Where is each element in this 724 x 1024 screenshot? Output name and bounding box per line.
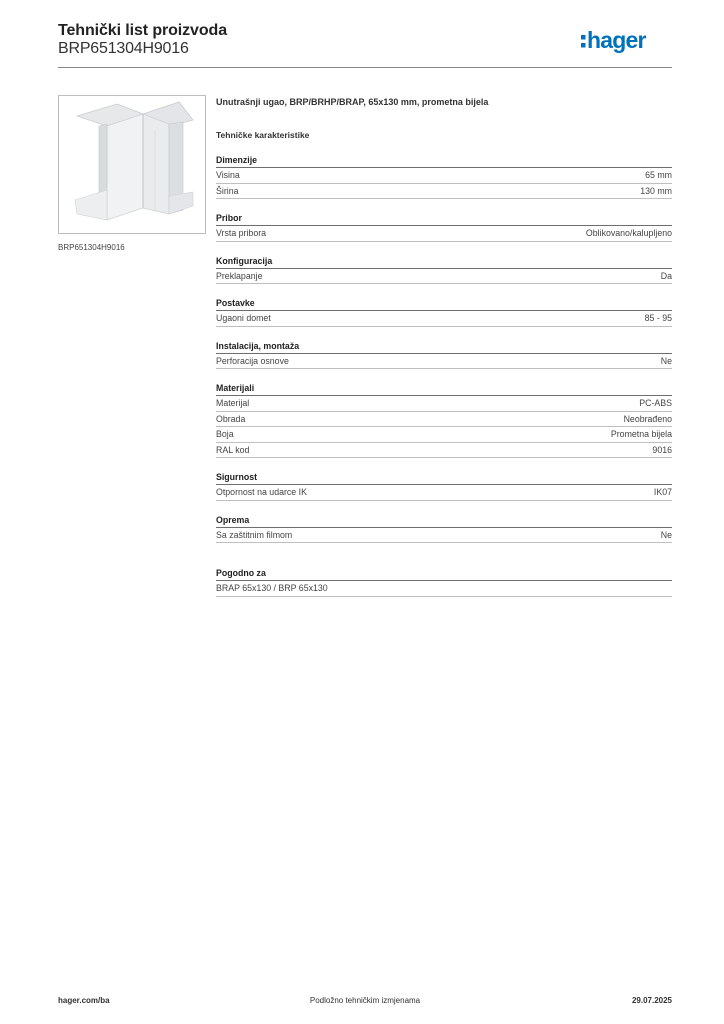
spec-row: [216, 269, 672, 285]
spec-row: [216, 311, 672, 327]
spec-label: Širina: [216, 185, 239, 196]
spec-section: [216, 514, 672, 544]
spec-label: Ugaoni domet: [216, 313, 271, 323]
section-title: Instalacija, montaža: [216, 340, 672, 354]
spec-value: IK07: [653, 487, 672, 497]
spec-value: Neobrađeno: [623, 413, 672, 424]
footer-website: hager.com/ba: [58, 996, 110, 1005]
spec-section: [216, 297, 672, 327]
spec-row: [216, 427, 672, 443]
spec-section: [216, 212, 672, 242]
spec-row: [216, 184, 672, 200]
section-title: Pribor: [216, 212, 672, 226]
spec-row: [216, 354, 672, 370]
spec-label: Vrsta pribora: [216, 228, 267, 238]
header-divider: [58, 67, 672, 68]
spec-value: Oblikovano/kalupljeno: [585, 228, 672, 238]
spec-label: Visina: [216, 170, 240, 180]
spec-label: Otpornost na udarce IK: [216, 487, 307, 497]
spec-value: 65 mm: [645, 170, 672, 180]
spec-value: Prometna bijela: [610, 429, 672, 439]
spec-row: [216, 168, 672, 184]
spec-row: [216, 485, 672, 501]
spec-label: Materijal: [216, 398, 250, 408]
product-description: Unutrašnji ugao, BRP/BRHP/BRAP, 65x130 mm, prometna bijela: [216, 97, 489, 107]
spec-value: Da: [660, 270, 672, 281]
page-footer: [58, 996, 672, 1010]
section-title: Oprema: [216, 514, 672, 528]
product-code: BRP651304H9016: [58, 40, 189, 57]
section-title: Sigurnost: [216, 471, 672, 485]
spec-section: [216, 255, 672, 285]
spec-value: 130 mm: [640, 185, 672, 196]
hager-logo-icon: [580, 26, 672, 56]
spec-label: Preklapanje: [216, 270, 263, 281]
spec-value: PC-ABS: [639, 398, 672, 408]
spec-row: [216, 443, 672, 459]
spec-label: Sa zaštitnim filmom: [216, 529, 293, 540]
suitable-for-section: [216, 567, 672, 597]
specifications-panel: [216, 95, 672, 597]
spec-section: [216, 154, 672, 199]
spec-sections: [216, 154, 672, 543]
spec-label: Perforacija osnove: [216, 355, 289, 366]
spec-row: [216, 412, 672, 428]
image-caption: BRP651304H9016: [58, 243, 125, 252]
section-title: Dimenzije: [216, 154, 672, 168]
footer-notice: Podložno tehničkim izmjenama: [309, 996, 421, 1005]
suitable-for-list: [216, 581, 672, 597]
spec-value: Ne: [660, 355, 672, 366]
logo-text: hager: [587, 27, 646, 53]
spec-row: [216, 396, 672, 412]
corner-piece-illustration: [59, 96, 205, 233]
spec-label: RAL kod: [216, 444, 250, 455]
spec-value: 9016: [652, 444, 672, 455]
spec-row: [216, 226, 672, 242]
spec-section: [216, 382, 672, 458]
document-title: Tehnički list proizvoda: [58, 22, 227, 39]
spec-section: [216, 340, 672, 370]
spec-section: [216, 471, 672, 501]
spec-value: 85 - 95: [644, 313, 672, 323]
hager-logo: [580, 26, 672, 56]
suitable-for-item: [216, 581, 672, 597]
product-image: [58, 95, 206, 234]
document-header: [58, 22, 672, 66]
section-title: Pogodno za: [216, 567, 672, 581]
section-title: Konfiguracija: [216, 255, 672, 269]
spec-label: Boja: [216, 429, 234, 439]
footer-date: 29.07.2025: [631, 996, 672, 1005]
technical-characteristics-heading: Tehničke karakteristike: [216, 130, 310, 140]
spec-row: [216, 528, 672, 544]
section-title: Materijali: [216, 382, 672, 396]
spec-value: Ne: [660, 529, 672, 540]
section-title: Postavke: [216, 297, 672, 311]
spec-label: Obrada: [216, 413, 246, 424]
suitable-for-label: BRAP 65x130 / BRP 65x130: [216, 583, 328, 593]
